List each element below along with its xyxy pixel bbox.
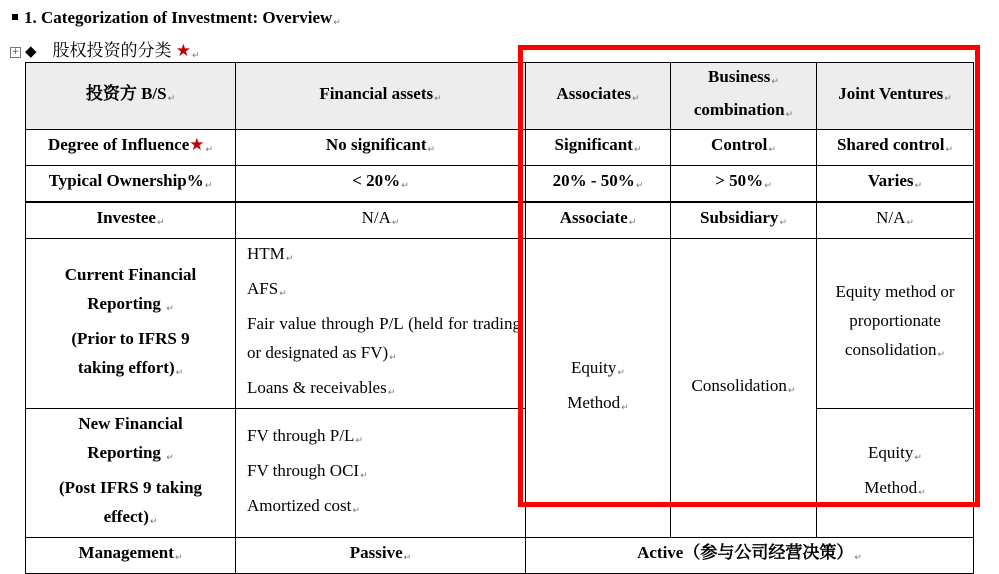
row-label-new-reporting: New Financial Reporting ↵ (Post IFRS 9 taking effect)↵ [26, 409, 236, 538]
cell-investee-joint-ventures: N/A↵ [817, 202, 974, 239]
header-cell-joint-ventures: Joint Ventures↵ [817, 63, 974, 130]
cell-investee-financial-assets: N/A↵ [236, 202, 526, 239]
star-icon: ★ [189, 135, 205, 155]
square-bullet-icon [12, 14, 18, 20]
table-row-management [26, 538, 974, 574]
table-row-typical-ownership [26, 166, 974, 203]
cell-degree-business-combination: Control↵ [671, 130, 817, 166]
table-row-investee [26, 202, 974, 239]
table-row-current-reporting [26, 239, 974, 409]
cell-ownership-business-combination: > 50%↵ [671, 166, 817, 203]
header-cell-corner: 投资方 B/S↵ [26, 63, 236, 130]
cell-management-active: Active（参与公司经营决策）↵ [526, 538, 974, 574]
subheading [10, 36, 200, 61]
cell-degree-financial-assets: No significant↵ [236, 130, 526, 166]
cell-investee-associates: Associate↵ [526, 202, 671, 239]
cell-new-joint-ventures: Equity↵ Method↵ [817, 409, 974, 538]
cell-business-combination-method: Consolidation↵ [671, 239, 817, 538]
cell-new-financial-assets: FV through P/L↵ FV through OCI↵ Amortized cost↵ [236, 409, 526, 538]
row-label-investee: Investee↵ [26, 202, 236, 239]
header-cell-business-combination: Business↵ combination↵ [671, 63, 817, 130]
row-label-management: Management↵ [26, 538, 236, 574]
expand-plus-icon[interactable]: + [11, 46, 20, 57]
cell-degree-associates: Significant↵ [526, 130, 671, 166]
cell-current-joint-ventures: Equity method or proportionate consolidation↵ [817, 239, 974, 409]
header-cell-associates: Associates↵ [526, 63, 671, 130]
cell-ownership-associates: 20% - 50%↵ [526, 166, 671, 203]
cell-ownership-joint-ventures: Varies↵ [817, 166, 974, 203]
diamond-bullet-icon: ◆ [25, 42, 37, 60]
cell-current-financial-assets: HTM↵ AFS↵ Fair value through P/L (held for trading or designated as FV)↵ Loans & receivables↵ [236, 239, 526, 409]
table-row-degree-of-influence [26, 130, 974, 166]
header-cell-financial-assets: Financial assets↵ [236, 63, 526, 130]
section-heading-text: 1. Categorization of Investment: Overview [24, 8, 333, 27]
table-row-new-reporting [26, 409, 974, 538]
star-icon: ★ [175, 41, 192, 61]
table-header-row [26, 63, 974, 130]
row-label-degree: Degree of Influence★↵ [26, 130, 236, 166]
cell-degree-joint-ventures: Shared control↵ [817, 130, 974, 166]
subheading-text: 股权投资的分类 [52, 41, 172, 60]
cell-management-financial-assets: Passive↵ [236, 538, 526, 574]
row-label-ownership: Typical Ownership%↵ [26, 166, 236, 203]
cell-investee-business-combination: Subsidiary↵ [671, 202, 817, 239]
investment-categorization-table [25, 62, 974, 574]
row-label-current-reporting: Current Financial Reporting ↵ (Prior to IFRS 9 taking effort)↵ [26, 239, 236, 409]
cell-ownership-financial-assets: < 20%↵ [236, 166, 526, 203]
cell-associates-method: Equity↵ Method↵ [526, 239, 671, 538]
section-heading [12, 8, 341, 28]
paragraph-mark-icon: ↵ [333, 18, 341, 28]
paragraph-mark-icon: ↵ [192, 51, 200, 61]
